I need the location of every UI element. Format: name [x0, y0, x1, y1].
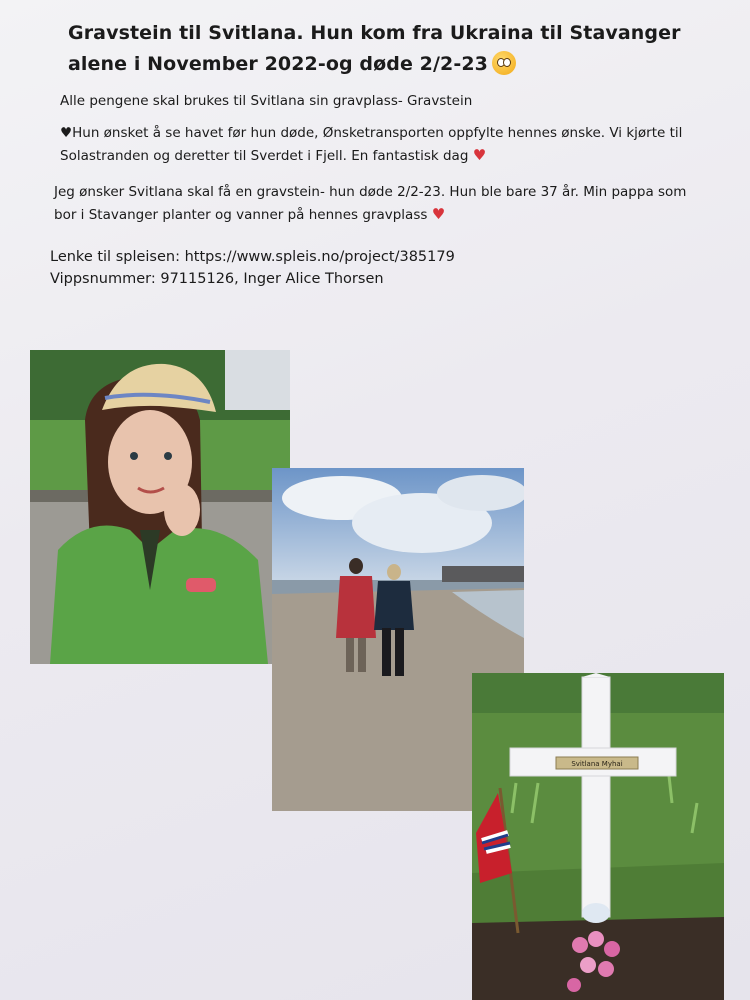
page-title	[68, 18, 708, 80]
funds-purpose-text: Alle pengene skal brukes til Svitlana sin gravplass- Gravstein	[60, 93, 473, 109]
photo-svitlana-portrait	[30, 350, 290, 664]
wish-paragraph	[60, 122, 700, 167]
red-heart-icon: ♥	[431, 205, 446, 223]
heart-bullet-icon: ♥	[60, 125, 73, 141]
title-line-2: alene i November 2022-og døde 2/2-23	[68, 53, 488, 75]
sad-face-emoji-icon	[492, 51, 516, 75]
title-line-1: Gravstein til Svitlana. Hun kom fra Ukraina til Stavanger	[68, 22, 681, 44]
gravestone-paragraph	[54, 181, 694, 226]
vipps-number: Vippsnummer: 97115126, Inger Alice Thorsen	[50, 271, 384, 287]
wish-text: Hun ønsket å se havet før hun døde, Ønsketransporten oppfylte hennes ønske. Vi kjørte til Solastranden og deretter til Sverdet i Fjell. En fantastisk dag	[60, 125, 683, 164]
photo-grave-cross	[472, 673, 724, 1000]
gravestone-text: Jeg ønsker Svitlana skal få en gravstein- hun døde 2/2-23. Hun ble bare 37 år. Min pappa som bor i Stavanger planter og vanner på hennes gravplass	[54, 184, 687, 223]
cross-plaque-text: Svitlana Myhai	[571, 760, 623, 768]
red-heart-icon: ♥	[472, 146, 487, 164]
spleis-link[interactable]: Lenke til spleisen: https://www.spleis.no/project/385179	[50, 249, 455, 265]
donation-info	[50, 246, 690, 290]
